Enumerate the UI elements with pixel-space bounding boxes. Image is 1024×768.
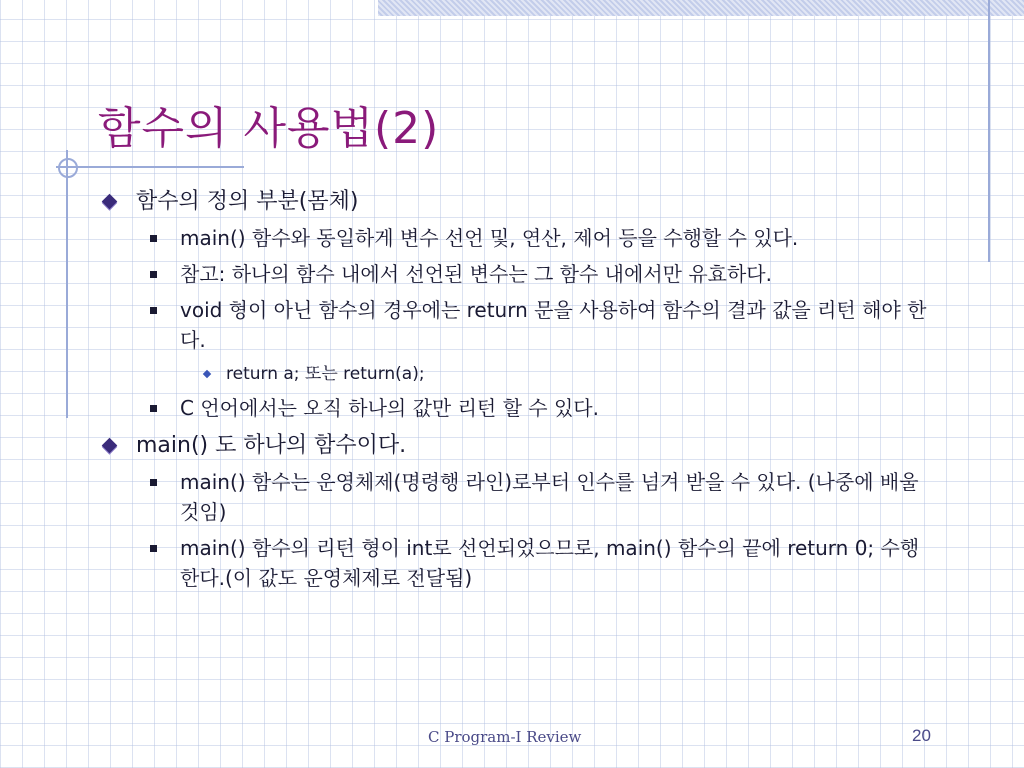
sub-bullet: [100, 295, 935, 355]
sub-bullet-text: main() 함수는 운영체제(명령행 라인)로부터 인수를 넘겨 받을 수 있다. (나중에 배울 것임): [180, 470, 919, 524]
sub-bullet: [100, 223, 935, 253]
top-decorative-band: [378, 0, 1024, 16]
sub-sub-bullet-text: return a; 또는 return(a);: [226, 364, 425, 384]
slide-title: 함수의 사용법(2): [98, 103, 440, 154]
right-vertical-rule: [988, 0, 990, 262]
left-vertical-rule: [66, 150, 68, 418]
square-bullet-icon: [150, 307, 157, 314]
square-bullet-icon: [150, 271, 157, 278]
page-number: 20: [912, 726, 931, 745]
sub-bullet-text: 참고: 하나의 함수 내에서 선언된 변수는 그 함수 내에서만 유효하다.: [180, 262, 772, 286]
rule-corner-circle: [58, 158, 78, 178]
square-bullet-icon: [150, 405, 157, 412]
square-bullet-icon: [150, 479, 157, 486]
sub-bullet: [100, 467, 935, 527]
bullet-text: main() 도 하나의 함수이다.: [136, 433, 407, 458]
slide-footer: C Program-I Review: [428, 728, 582, 746]
bullet-function-definition: [100, 185, 935, 219]
title-underline-rule: [56, 166, 244, 168]
sub-sub-bullet: [100, 361, 935, 387]
diamond-bullet-icon: [102, 438, 118, 454]
bullet-text: 함수의 정의 부분(몸체): [136, 189, 359, 214]
bullet-main-function: [100, 429, 935, 463]
slide-content: [100, 185, 935, 599]
sub-bullet-text: main() 함수의 리턴 형이 int로 선언되었으므로, main() 함수의 끝에 return 0; 수행한다.(이 값도 운영체제로 전달됨): [180, 536, 920, 590]
sub-bullet: [100, 533, 935, 593]
sub-bullet-text: main() 함수와 동일하게 변수 선언 및, 연산, 제어 등을 수행할 수 있다.: [180, 226, 799, 250]
sub-bullet-text: C 언어에서는 오직 하나의 값만 리턴 할 수 있다.: [180, 396, 599, 420]
small-diamond-bullet-icon: [203, 370, 211, 378]
sub-bullet: [100, 259, 935, 289]
diamond-bullet-icon: [102, 194, 118, 210]
sub-bullet: [100, 393, 935, 423]
sub-bullet-text: void 형이 아닌 함수의 경우에는 return 문을 사용하여 함수의 결과 값을 리턴 해야 한다.: [180, 298, 927, 352]
square-bullet-icon: [150, 235, 157, 242]
square-bullet-icon: [150, 545, 157, 552]
